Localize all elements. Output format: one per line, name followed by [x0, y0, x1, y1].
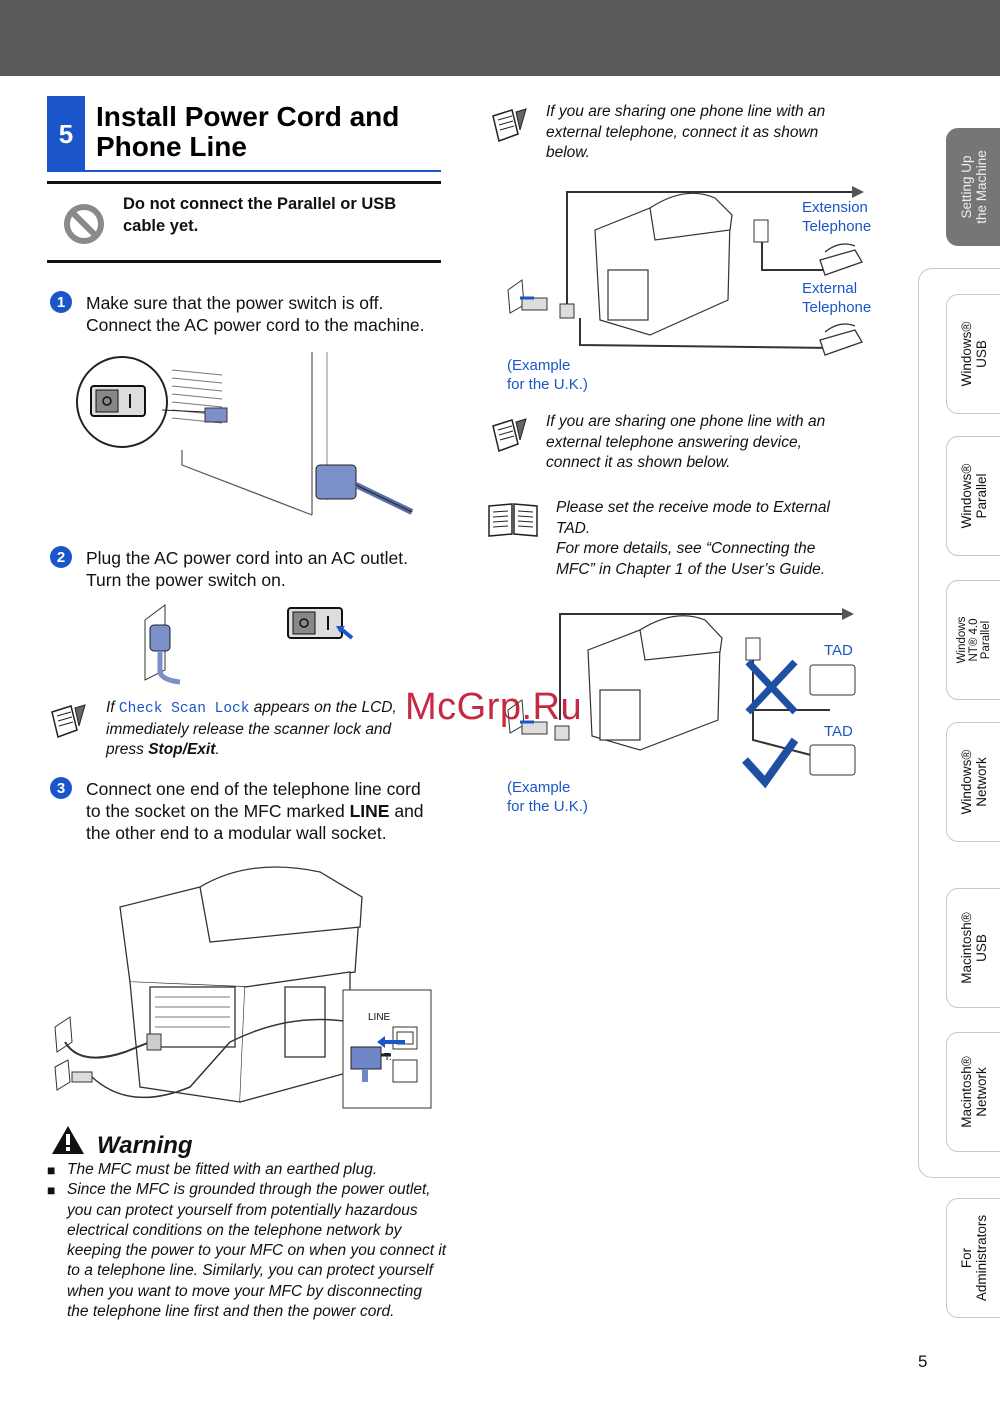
users-guide-book-icon — [487, 500, 539, 538]
watermark: McGrp.Ru — [405, 686, 583, 728]
note-pencil-icon — [490, 418, 530, 454]
prohibited-icon — [62, 202, 106, 246]
tab-windows-network[interactable]: Windows® Network — [946, 722, 1000, 842]
lcd-message: Check Scan Lock — [118, 701, 250, 717]
caution-text: Do not connect the Parallel or USB cable yet. — [123, 195, 397, 235]
tab-for-administrators[interactable]: For Administrators — [946, 1198, 1000, 1318]
caution-top-rule — [47, 181, 441, 184]
tad-label-correct: TAD — [824, 723, 853, 740]
tad-label-wrong: TAD — [824, 642, 853, 659]
answering-device-note: If you are sharing one phone line with an external telephone answering device, connect it as shown below. — [546, 413, 826, 471]
tab-windows-parallel[interactable]: Windows® Parallel — [946, 436, 1000, 556]
line-port-label: LINE — [368, 1012, 391, 1023]
title-underline — [85, 170, 441, 172]
uk-example-label-2: (Example for the U.K.) — [507, 779, 588, 815]
tab-windows-nt-parallel[interactable]: Windows NT® 4.0 Parallel — [946, 580, 1000, 700]
extension-phone-note: If you are sharing one phone line with an external telephone, connect it as shown below. — [546, 103, 826, 161]
tab-macintosh-usb[interactable]: Macintosh® USB — [946, 888, 1000, 1008]
step-2-number: 2 — [50, 546, 72, 568]
warning-item: ■ Since the MFC is grounded through the power outlet, you can protect yourself from potentially hazardous electrical conditions on the telephone network by keeping the power to your MFC on when you connect it to a telephone line. Similarly, you can protect yourself when you want to move your MFC by disconnecting the telephone line first and then the power cord. — [47, 1181, 447, 1321]
step-3-number: 3 — [50, 777, 72, 799]
receive-mode-note: Please set the receive mode to External TAD. For more details, see “Connecting the MFC” in Chapter 1 of the User’s Guide. — [556, 499, 830, 578]
section-title: Install Power Cord and Phone Line — [96, 101, 400, 162]
step-1-number: 1 — [50, 291, 72, 313]
step-1-text: Make sure that the power switch is off. Connect the AC power cord to the machine. — [86, 293, 425, 335]
extension-telephone-label: Extension Telephone — [802, 199, 872, 235]
tab-windows-usb[interactable]: Windows® USB — [946, 294, 1000, 414]
tab-setting-up-the-machine[interactable]: Setting Up the Machine — [946, 128, 1000, 246]
power-switch-illustration — [72, 350, 422, 520]
step-3-text: Connect one end of the telephone line cord to the socket on the MFC marked LINE and the other end to a modular wall socket. — [86, 779, 424, 843]
warning-item: ■ The MFC must be fitted with an earthed plug. — [47, 1161, 378, 1178]
caution-bottom-rule — [47, 260, 441, 263]
tab-macintosh-network[interactable]: Macintosh® Network — [946, 1032, 1000, 1152]
note-pencil-icon — [49, 704, 89, 740]
outlet-and-switch-illustration — [140, 600, 370, 685]
top-banner — [0, 0, 1000, 76]
page-number: 5 — [918, 1352, 928, 1371]
t-port-label: T. — [384, 1052, 392, 1063]
step-number-badge: 5 — [47, 96, 85, 172]
scan-lock-note: If Check Scan Lock appears on the LCD, immediately release the scanner lock and press Stop/Exit. — [106, 699, 397, 758]
warning-title: Warning — [97, 1132, 193, 1159]
note-pencil-icon — [490, 108, 530, 144]
warning-triangle-icon — [50, 1124, 86, 1156]
warning-list — [47, 1160, 447, 1322]
external-telephone-label: External Telephone — [802, 280, 872, 316]
uk-example-label: (Example for the U.K.) — [507, 357, 588, 393]
line-socket-closeup — [345, 1022, 430, 1087]
step-2-text: Plug the AC power cord into an AC outlet. Turn the power switch on. — [86, 548, 408, 590]
